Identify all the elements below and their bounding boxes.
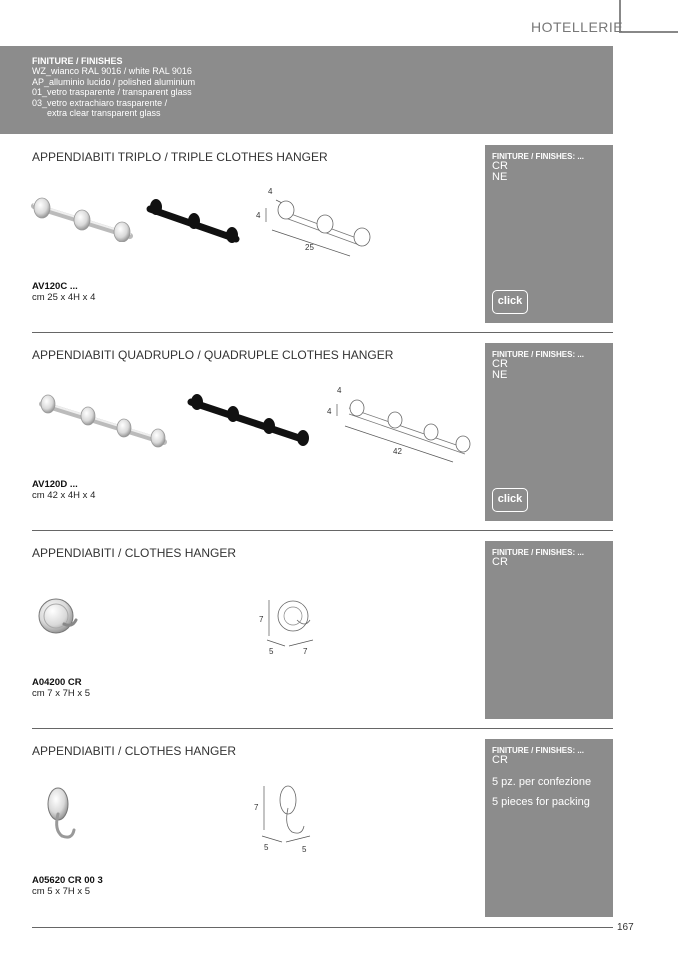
product-title: APPENDIABITI QUADRUPLO / QUADRUPLE CLOTHES HANGER bbox=[32, 348, 394, 362]
section-title: HOTELLERIE bbox=[531, 19, 624, 35]
finishes-legend-line: 01_vetro trasparente / transparent glass bbox=[32, 87, 192, 97]
section-divider bbox=[32, 728, 613, 729]
product-photo-black-quadruple bbox=[185, 392, 315, 450]
section-tab-frame bbox=[619, 0, 678, 33]
footer-rule bbox=[32, 927, 613, 928]
dimension-depth: 4 bbox=[337, 386, 342, 395]
product-photo-round-hook bbox=[36, 594, 82, 640]
technical-drawing-triple bbox=[250, 182, 380, 257]
finishes-legend-line: AP_alluminio lucido / polished aluminium bbox=[32, 76, 196, 87]
dimension-height: 4 bbox=[256, 211, 261, 220]
finish-option: NE bbox=[492, 369, 508, 381]
dimension-depth: 4 bbox=[268, 187, 273, 196]
product-photo-single-hook bbox=[40, 784, 80, 846]
product-title: APPENDIABITI / CLOTHES HANGER bbox=[32, 744, 237, 758]
product-dimensions: cm 25 x 4H x 4 bbox=[32, 292, 96, 303]
finish-option: CR bbox=[492, 556, 508, 568]
product-photo-chrome-triple bbox=[30, 190, 140, 242]
product-code: AV120D ... bbox=[32, 479, 78, 490]
product-dimensions: cm 7 x 7H x 5 bbox=[32, 688, 91, 699]
dimension-depth: 7 bbox=[303, 647, 308, 656]
product-title: APPENDIABITI / CLOTHES HANGER bbox=[32, 546, 237, 560]
product-photo-chrome-quadruple bbox=[38, 392, 170, 450]
section-divider bbox=[32, 332, 613, 333]
finishes-box bbox=[485, 343, 613, 521]
finish-option: NE bbox=[492, 171, 508, 183]
dimension-height: 4 bbox=[327, 407, 332, 416]
dimension-height: 7 bbox=[259, 615, 264, 624]
finishes-legend-line: WZ_wianco RAL 9016 / white RAL 9016 bbox=[32, 66, 192, 76]
finish-option: CR bbox=[492, 160, 508, 172]
technical-drawing-round-hook bbox=[255, 590, 320, 660]
finishes-legend-title: FINITURE / FINISHES bbox=[32, 56, 123, 66]
finishes-label: FINITURE / FINISHES: ... bbox=[492, 746, 585, 755]
finish-option: CR bbox=[492, 358, 508, 370]
section-divider bbox=[32, 530, 613, 531]
finish-option: CR bbox=[492, 754, 508, 766]
click-button[interactable]: click bbox=[492, 290, 528, 314]
product-code: A05620 CR 00 3 bbox=[32, 875, 103, 886]
product-code: AV120C ... bbox=[32, 281, 78, 292]
packing-note-en: 5 pieces for packing bbox=[492, 796, 590, 808]
product-code: A04200 CR bbox=[32, 677, 82, 688]
technical-drawing-single-hook bbox=[250, 780, 320, 860]
finishes-label: FINITURE / FINISHES: ... bbox=[492, 152, 585, 161]
dimension-width: 25 bbox=[305, 243, 314, 252]
dimension-width: 42 bbox=[393, 447, 402, 456]
product-dimensions: cm 5 x 7H x 5 bbox=[32, 886, 91, 897]
finishes-box bbox=[485, 145, 613, 323]
finishes-label: FINITURE / FINISHES: ... bbox=[492, 350, 585, 359]
dimension-width: 5 bbox=[264, 843, 269, 852]
finishes-legend-line: extra clear transparent glass bbox=[47, 108, 161, 118]
click-button[interactable]: click bbox=[492, 488, 528, 512]
technical-drawing-quadruple bbox=[323, 382, 478, 464]
product-photo-black-triple bbox=[144, 195, 244, 245]
finishes-legend-line: 03_vetro extrachiaro trasparente / bbox=[32, 97, 168, 108]
product-dimensions: cm 42 x 4H x 4 bbox=[32, 490, 96, 501]
dimension-width: 5 bbox=[269, 647, 274, 656]
packing-note-it: 5 pz. per confezione bbox=[492, 776, 592, 788]
finishes-box bbox=[485, 541, 613, 719]
finishes-legend-panel bbox=[0, 46, 613, 134]
finishes-box bbox=[485, 739, 613, 917]
product-title: APPENDIABITI TRIPLO / TRIPLE CLOTHES HANGER bbox=[32, 150, 328, 164]
page-number: 167 bbox=[617, 922, 634, 933]
dimension-height: 7 bbox=[254, 803, 259, 812]
dimension-depth: 5 bbox=[302, 845, 307, 854]
finishes-label: FINITURE / FINISHES: ... bbox=[492, 548, 585, 557]
